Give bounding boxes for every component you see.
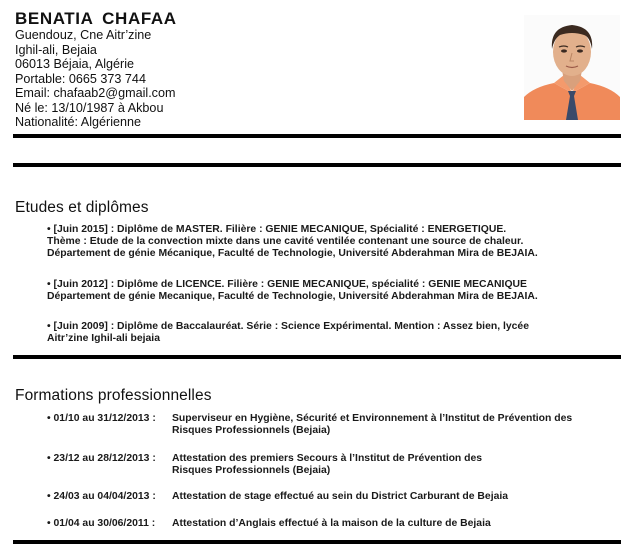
address-line-1: Guendouz, Cne Aitr’zine	[15, 28, 152, 42]
formation-line: Attestation d’Anglais effectué à la maison de la culture de Bejaia	[172, 518, 491, 529]
study-line: • [Juin 2012] : Diplôme de LICENCE. Filière : GENIE MECANIQUE, spécialité : GENIE MECANIQUE	[47, 279, 527, 290]
study-entry-master	[47, 224, 538, 261]
study-entry-bac	[47, 321, 529, 345]
divider-rule	[13, 134, 621, 138]
formation-line: Risques Professionnels (Bejaia)	[172, 425, 331, 437]
formation-description	[172, 413, 572, 437]
formation-entry-hse	[47, 413, 572, 437]
formation-description	[172, 453, 482, 477]
study-line: • [Juin 2009] : Diplôme de Baccalauréat. Série : Science Expérimental. Mention : Assez bien, lycée	[47, 321, 529, 332]
address-line-3: 06013 Béjaia, Algérie	[15, 57, 135, 71]
divider-rule	[13, 355, 621, 359]
phone-line: Portable: 0665 373 744	[15, 71, 146, 86]
section-title-etudes: Etudes et diplômes	[15, 199, 149, 216]
nationality-line: Nationalité: Algérienne	[15, 115, 142, 129]
formation-entry-secours	[47, 453, 482, 477]
formation-line: Risques Professionnels (Bejaia)	[172, 465, 331, 477]
address-line-2: Ighil-ali, Bejaia	[15, 42, 97, 57]
section-title-formations: Formations professionnelles	[15, 387, 212, 404]
contact-block	[15, 28, 175, 130]
study-line: Thème : Etude de la convection mixte dans une cavité ventilée contenant une source de chaleur.	[47, 236, 524, 248]
study-line: Département de génie Mecanique, Faculté de Technologie, Université Abderahman Mira de BEJAIA.	[47, 291, 538, 303]
formation-date: • 01/10 au 31/12/2013 :	[47, 413, 156, 424]
study-line: Aitr’zine Ighil-ali bejaia	[47, 333, 160, 345]
birth-line: Né le: 13/10/1987 à Akbou	[15, 100, 164, 115]
formation-line: Attestation des premiers Secours à l’Institut de Prévention des	[172, 453, 483, 464]
formation-line: Attestation de stage effectué au sein du District Carburant de Bejaia	[172, 491, 509, 502]
formation-date: • 24/03 au 04/04/2013 :	[47, 491, 156, 502]
formation-entry-stage	[47, 491, 508, 503]
email-line: Email: chafaab2@gmail.com	[15, 86, 176, 100]
study-line: • [Juin 2015] : Diplôme de MASTER. Filière : GENIE MECANIQUE, Spécialité : ENERGETIQUE.	[47, 224, 507, 235]
formation-date: • 01/04 au 30/06/2011 :	[47, 518, 156, 529]
portrait-photo	[524, 15, 620, 120]
formation-description	[172, 491, 508, 503]
divider-rule	[13, 163, 621, 167]
formation-date: • 23/12 au 28/12/2013 :	[47, 453, 156, 464]
candidate-name: BENATIA CHAFAA	[15, 9, 177, 28]
study-entry-licence	[47, 279, 538, 303]
formation-line: Superviseur en Hygiène, Sécurité et Environnement à l’Institut de Prévention des	[172, 413, 573, 424]
formation-description	[172, 518, 491, 530]
study-line: Département de génie Mécanique, Faculté de Technologie, Université Abderahman Mira de BEJAIA.	[47, 248, 538, 260]
portrait-illustration	[524, 15, 620, 120]
divider-rule	[13, 540, 621, 544]
formation-entry-anglais	[47, 518, 491, 530]
